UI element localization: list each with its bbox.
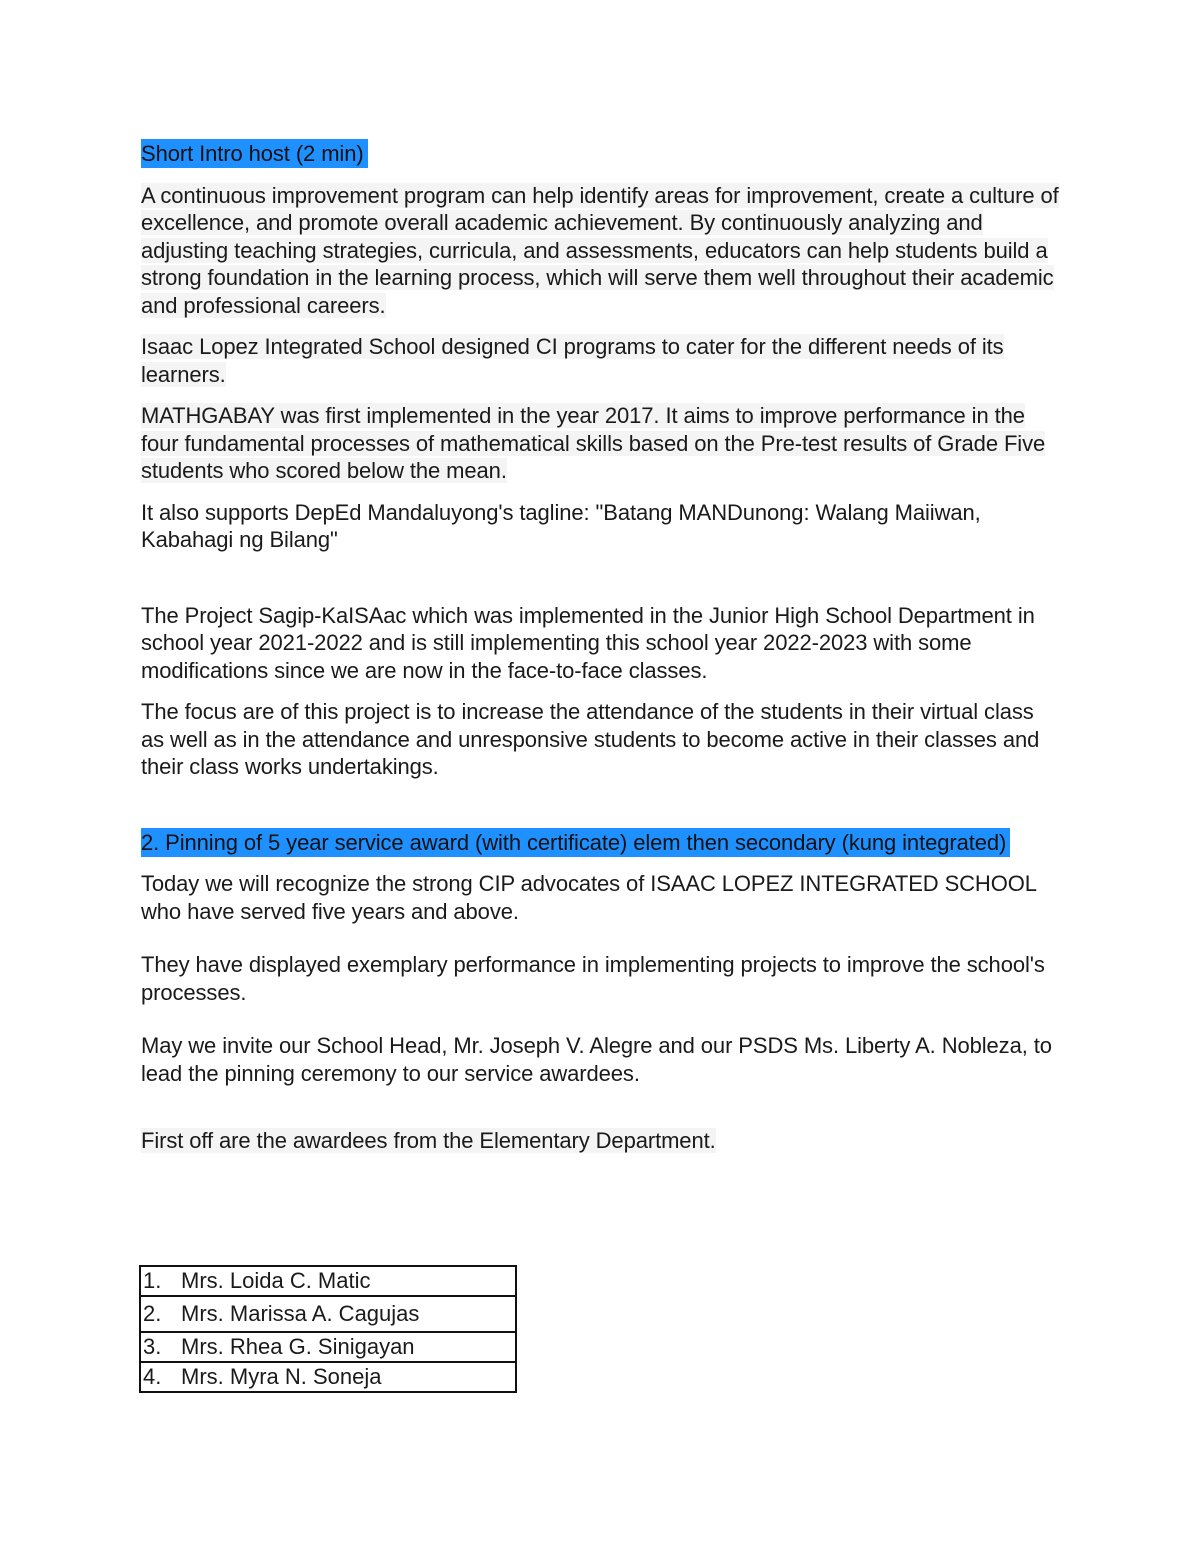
- paragraph-ci-program: A continuous improvement program can help identify areas for improvement, create a culture of excellence, and promote overall academic achievement. By continuously analyzing and adjusting teaching strategies, curricula, and assessments, educators can help students build a strong foundation in the learning process, which will serve them well throughout their academic and professional careers.: [141, 182, 1059, 318]
- table-cell: 1. Mrs. Loida C. Matic: [140, 1266, 516, 1296]
- document-page: [141, 140, 1061, 1155]
- paragraph-exemplary: They have displayed exemplary performance in implementing projects to improve the school's processes.: [141, 952, 1045, 1005]
- table-cell: 2. Mrs. Marissa A. Cagujas: [140, 1296, 516, 1332]
- table-row: [140, 1332, 516, 1362]
- paragraph-school-ci: Isaac Lopez Integrated School designed CI programs to cater for the different needs of its learners.: [141, 334, 1004, 387]
- table-row: [140, 1266, 516, 1296]
- paragraph-recognize: Today we will recognize the strong CIP advocates of ISAAC LOPEZ INTEGRATED SCHOOL who have served five years and above.: [141, 871, 1037, 924]
- paragraph-invite: May we invite our School Head, Mr. Joseph V. Alegre and our PSDS Ms. Liberty A. Nobleza, to lead the pinning ceremony to our service awardees.: [141, 1033, 1052, 1086]
- spacer: [141, 1006, 1061, 1032]
- spacer: [141, 925, 1061, 951]
- spacer: [141, 781, 1061, 829]
- paragraph-first-off: First off are the awardees from the Elementary Department.: [141, 1128, 716, 1153]
- spacer: [141, 1087, 1061, 1127]
- table-cell: 4. Mrs. Myra N. Soneja: [140, 1362, 516, 1392]
- section-heading-intro: Short Intro host (2 min): [141, 140, 1061, 168]
- table-row: [140, 1362, 516, 1392]
- table-cell: 3. Mrs. Rhea G. Sinigayan: [140, 1332, 516, 1362]
- paragraph-focus: The focus are of this project is to increase the attendance of the students in their virtual class as well as in the attendance and unresponsive students to become active in their classes and their class works undertakings.: [141, 699, 1040, 779]
- paragraph-mathgabay: MATHGABAY was first implemented in the year 2017. It aims to improve performance in the four fundamental processes of mathematical skills based on the Pre-test results of Grade Five students who scored below the mean.: [141, 403, 1046, 483]
- awardee-table: [139, 1265, 517, 1393]
- section-heading-pinning: 2. Pinning of 5 year service award (with certificate) elem then secondary (kung integrated): [141, 829, 1061, 857]
- paragraph-tagline: It also supports DepEd Mandaluyong's tagline: "Batang MANDunong: Walang Maiiwan, Kabahagi ng Bilang": [141, 499, 981, 552]
- spacer: [141, 554, 1061, 602]
- paragraph-sagip: The Project Sagip-KaISAac which was implemented in the Junior High School Department in school year 2021-2022 and is still implementing this school year 2022-2023 with some modifications since we are now in the face-to-face classes.: [141, 602, 1035, 683]
- table-row: [140, 1296, 516, 1332]
